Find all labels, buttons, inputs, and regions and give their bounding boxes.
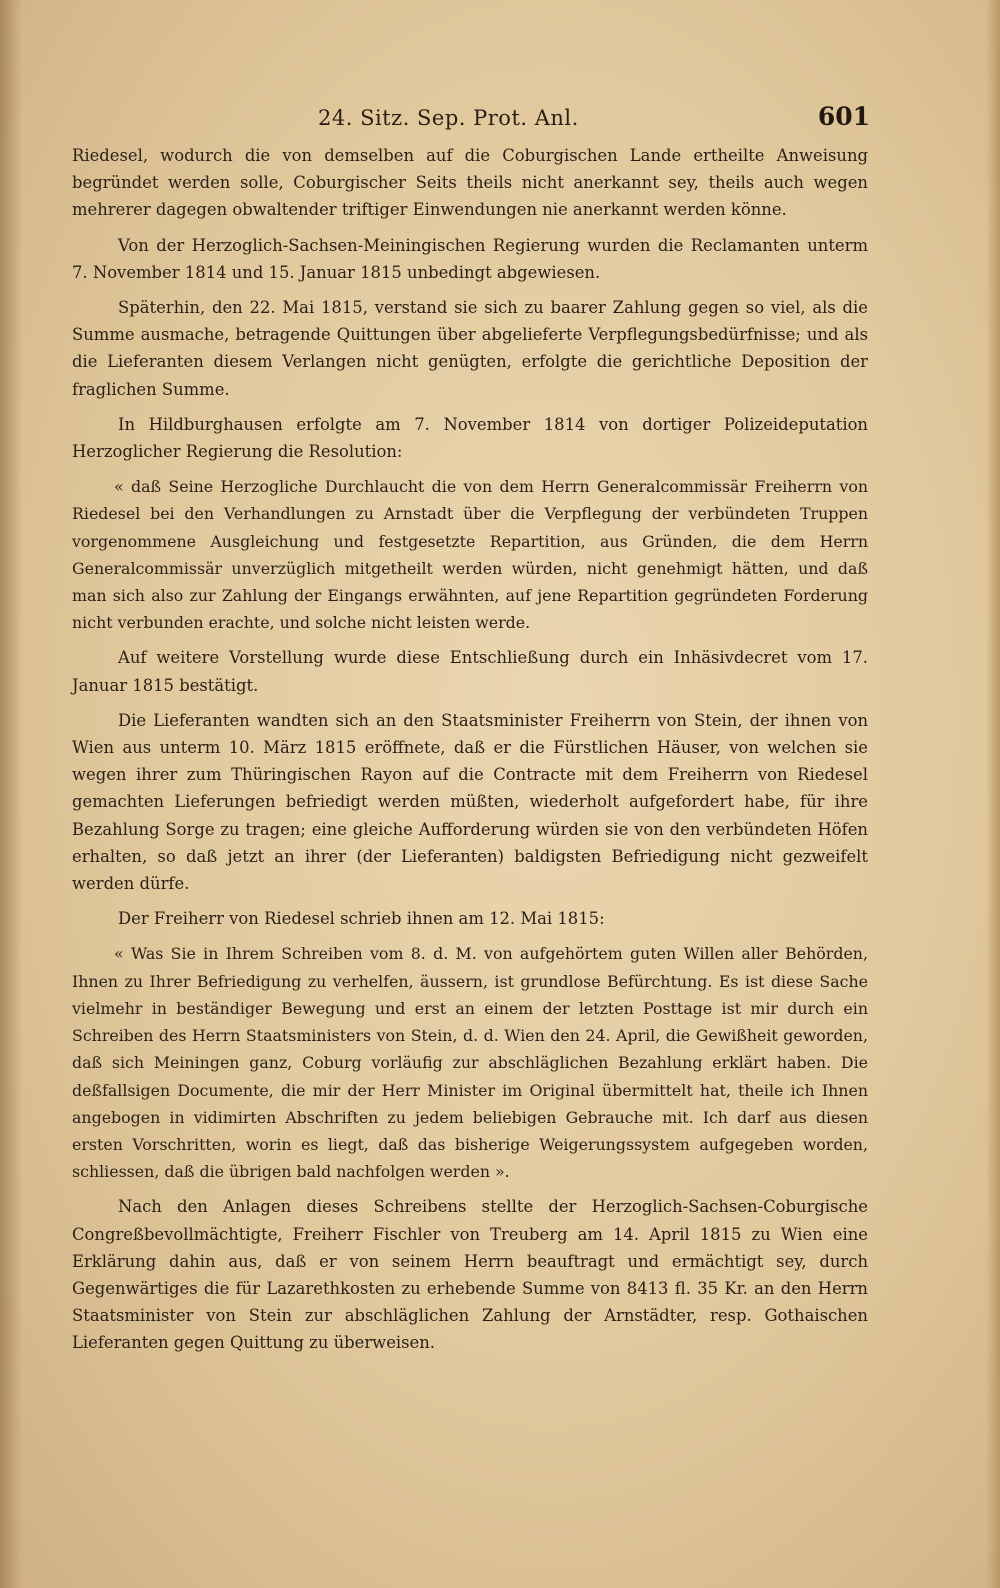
page-edge-shadow [986, 0, 1000, 1588]
quoted-resolution: « daß Seine Herzogliche Durchlaucht die von dem Herrn Generalcommissär Freiherrn von Riedesel bei den Verhandlungen zu Arnstadt über die Verpflegung der verbündeten Truppen vorgenommene Ausgleichung und festgesetzte Repartition, aus Gründen, die dem Herrn Generalcommissär unverzüglich mitgetheilt werden würden, nicht genehmigt hätten, und daß man sich also zur Zahlung der Eingangs erwähnten, auf jene Repartition gegründeten Forderung nicht verbunden erachte, und solche nicht leisten werde. [72, 477, 868, 633]
paragraph: Von der Herzoglich-Sachsen-Meiningischen Regierung wurden die Reclamanten unterm 7. November 1814 und 15. Januar 1815 unbedingt abgewiesen. [72, 235, 868, 282]
page-header [70, 100, 870, 140]
paragraph: In Hildburghausen erfolgte am 7. November 1814 von dortiger Polizeideputation Herzoglicher Regierung die Resolution: [72, 414, 868, 462]
page-number: 601 [817, 102, 870, 131]
quoted-letter: « Was Sie in Ihrem Schreiben vom 8. d. M. von aufgehörtem guten Willen aller Behörden, Ihnen zu Ihrer Befriedigung zu verhelfen, äussern, ist grundlose Befürchtung. Es ist diese Sache vielmehr in beständiger Bewegung und erst an einem der letzten Posttage ist mir durch ein Schreiben des Herrn Staatsministers von Stein, d. d. Wien den 24. April, die Gewißheit geworden, daß sich Meiningen ganz, Coburg vorläufig zur abschläglichen Bezahlung erklärt haben. Die deßfallsigen Documente, die mir der Herr Minister im Original übermittelt hat, theile ich Ihnen angebogen in vidimirten Abschriften zu jedem beliebigen Gebrauche mit. Ich darf aus diesen ersten Vorschritten, worin es liegt, daß das bisherige Weigerungssystem aufgegeben worden, schliessen, daß die übrigen bald nachfolgen werden ». [72, 944, 868, 1182]
paragraph: Die Lieferanten wandten sich an den Staatsminister Freiherrn von Stein, der ihnen von Wien aus unterm 10. März 1815 eröffnete, daß er die Fürstlichen Häuser, von welchen sie wegen ihrer zum Thüringischen Rayon auf die Contracte mit dem Freiherrn von Riedesel gemachten Lieferungen befriedigt werden müßten, wiederholt aufgefordert habe, für ihre Bezahlung Sorge zu tragen; eine gleiche Aufforderung würden sie von den verbündeten Höfen erhalten, so daß jetzt an ihrer (der Lieferanten) baldigsten Befriedigung nicht gezweifelt werden dürfe. [72, 710, 868, 894]
paragraph: Riedesel, wodurch die von demselben auf die Coburgischen Lande ertheilte Anweisung begründet werden solle, Coburgischer Seits theils nicht anerkannt sey, theils auch wegen mehrerer dagegen obwaltender triftiger Einwendungen nie anerkannt werden könne. [72, 146, 868, 220]
page-edge-shadow [0, 0, 22, 1588]
paragraph: Auf weitere Vorstellung wurde diese Entschließung durch ein Inhäsivdecret vom 17. Januar 1815 bestätigt. [72, 648, 868, 695]
paragraph: Späterhin, den 22. Mai 1815, verstand sie sich zu baarer Zahlung gegen so viel, als die Summe ausmache, betragende Quittungen über abgelieferte Verpflegungsbedürfnisse; und als die Lieferanten diesem Verlangen nicht genügten, erfolgte die gerichtliche Deposition der fraglichen Summe. [72, 298, 868, 399]
running-head: 24. Sitz. Sep. Prot. Anl. [318, 106, 579, 130]
paragraph: Nach den Anlagen dieses Schreibens stellte der Herzoglich-Sachsen-Coburgische Congreßbevollmächtigte, Freiherr Fischler von Treuberg am 14. April 1815 zu Wien eine Erklärung dahin aus, daß er von seinem Herrn beauftragt und ermächtigt sey, durch Gegenwärtiges die für Lazarethkosten zu erhebende Summe von 8413 fl. 35 Kr. an den Herrn Staatsminister von Stein zur abschläglichen Zahlung der Arnstädter, resp. Gothaischen Lieferanten gegen Quittung zu überweisen. [72, 1197, 868, 1353]
paragraph: Der Freiherr von Riedesel schrieb ihnen am 12. Mai 1815: [118, 909, 605, 929]
body-text [72, 142, 868, 1365]
